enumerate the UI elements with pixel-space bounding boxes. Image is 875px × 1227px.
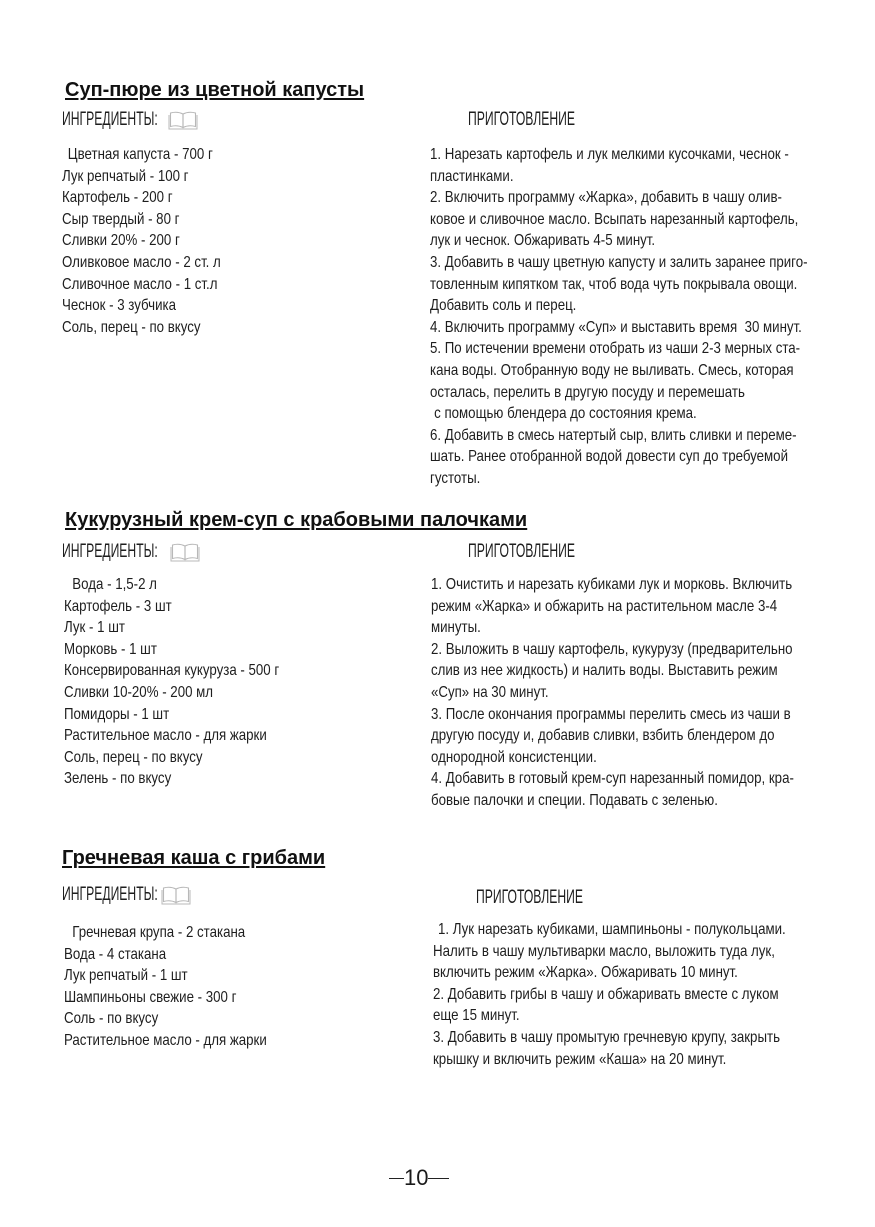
preparation-line: 2. Добавить грибы в чашу и обжаривать вместе с луком	[433, 985, 779, 1003]
open-book-icon	[168, 110, 198, 130]
ingredient-item: Зелень - по вкусу	[64, 770, 172, 788]
preparation-line: густоты.	[430, 469, 481, 487]
ingredients-list	[62, 144, 221, 338]
preparation-line: 4. Добавить в готовый крем-суп нарезанный помидор, кра-	[431, 770, 794, 788]
preparation-line: товленным кипятком так, чтоб вода чуть покрывала овощи.	[430, 275, 798, 293]
ingredient-item: Растительное масло - для жарки	[64, 1031, 267, 1049]
preparation-text	[433, 919, 786, 1070]
ingredient-item: Картофель - 3 шт	[64, 597, 172, 615]
ingredient-item: Сыр твердый - 80 г	[62, 210, 180, 228]
recipe-title: Гречневая каша с грибами	[62, 847, 326, 869]
preparation-line: однородной консистенции.	[431, 748, 597, 766]
preparation-line: другую посуду и, добавив сливки, взбить блендером до	[431, 727, 775, 745]
preparation-line: 1. Очистить и нарезать кубиками лук и морковь. Включить	[431, 576, 793, 593]
ingredients-label: ИНГРЕДИЕНТЫ:	[62, 109, 158, 130]
ingredient-item: Морковь - 1 шт	[64, 640, 157, 658]
ingredient-item: Лук - 1 шт	[64, 619, 125, 637]
preparation-label: ПРИГОТОВЛЕНИЕ	[468, 109, 575, 130]
ingredients-label: ИНГРЕДИЕНТЫ:	[62, 884, 158, 905]
ingredient-item: Шампиньоны свежие - 300 г	[64, 988, 237, 1006]
preparation-line: 3. Добавить в чашу цветную капусту и залить заранее приго-	[430, 253, 808, 271]
page-number-dash-left	[389, 1178, 404, 1179]
preparation-line: Налить в чашу мультиварки масло, выложить туда лук,	[433, 942, 775, 960]
preparation-text	[430, 144, 808, 490]
preparation-line: Добавить соль и перец.	[430, 297, 577, 315]
ingredient-item: Соль, перец - по вкусу	[62, 318, 201, 336]
ingredient-item: Растительное масло - для жарки	[64, 727, 267, 745]
ingredient-item: Лук репчатый - 1 шт	[64, 967, 188, 985]
ingredient-item: Соль, перец - по вкусу	[64, 748, 203, 766]
preparation-line: крышку и включить режим «Каша» на 20 минут.	[433, 1050, 727, 1068]
page-footer	[389, 1165, 449, 1191]
open-book-icon	[161, 885, 191, 905]
page-number-dash-right	[428, 1178, 449, 1179]
preparation-line: 3. Добавить в чашу промытую гречневую крупу, закрыть	[433, 1028, 780, 1046]
ingredient-item: Оливковое масло - 2 ст. л	[62, 253, 221, 271]
preparation-line: пластинками.	[430, 167, 514, 185]
preparation-text	[431, 574, 794, 812]
preparation-line: включить режим «Жарка». Обжаривать 10 минут.	[433, 964, 738, 982]
ingredient-item: Лук репчатый - 100 г	[62, 167, 189, 185]
ingredient-item: Консервированная кукуруза - 500 г	[64, 662, 280, 680]
recipe-title: Суп-пюре из цветной капусты	[65, 79, 365, 101]
preparation-line: бовые палочки и специи. Подавать с зеленью.	[431, 791, 718, 809]
preparation-line: кана воды. Отобранную воду не выливать. Смесь, которая	[430, 361, 794, 379]
preparation-line: 3. После окончания программы перелить смесь из чаши в	[431, 705, 791, 723]
preparation-line: осталась, перелить в другую посуду и перемешать	[430, 383, 745, 401]
open-book-icon	[170, 542, 200, 562]
ingredient-item: Чеснок - 3 зубчика	[62, 297, 177, 315]
ingredients-list	[64, 574, 279, 790]
ingredient-item: Сливки 10-20% - 200 мл	[64, 683, 214, 701]
preparation-line: 2. Выложить в чашу картофель, кукурузу (предварительно	[431, 640, 793, 658]
preparation-line: 5. По истечении времени отобрать из чаши 2-3 мерных ста-	[430, 340, 801, 358]
ingredient-item: Сливки 20% - 200 г	[62, 232, 180, 250]
ingredient-item: Цветная капуста - 700 г	[67, 146, 213, 163]
ingredients-label: ИНГРЕДИЕНТЫ:	[62, 541, 158, 562]
preparation-line: с помощью блендера до состояния крема.	[434, 405, 697, 423]
preparation-line: 4. Включить программу «Суп» и выставить время 30 минут.	[430, 318, 802, 336]
preparation-line: шать. Ранее отобранной водой довести суп до требуемой	[430, 448, 788, 466]
preparation-line: еще 15 минут.	[433, 1007, 520, 1025]
ingredient-item: Вода - 4 стакана	[64, 945, 167, 963]
ingredient-item: Картофель - 200 г	[62, 189, 173, 207]
ingredient-item: Соль - по вкусу	[64, 1010, 159, 1028]
ingredient-item: Сливочное масло - 1 ст.л	[62, 275, 218, 293]
preparation-label: ПРИГОТОВЛЕНИЕ	[468, 541, 575, 562]
preparation-line: лук и чеснок. Обжаривать 4-5 минут.	[430, 232, 656, 250]
ingredients-list	[64, 922, 267, 1052]
ingredient-item: Гречневая крупа - 2 стакана	[72, 924, 246, 941]
preparation-label: ПРИГОТОВЛЕНИЕ	[476, 887, 583, 908]
ingredient-item: Помидоры - 1 шт	[64, 705, 170, 723]
page-number: 10	[404, 1165, 429, 1190]
preparation-line: 2. Включить программу «Жарка», добавить в чашу олив-	[430, 189, 782, 207]
preparation-line: ковое и сливочное масло. Всыпать нарезанный картофель,	[430, 210, 799, 228]
preparation-line: слив из нее жидкость) и налить воды. Выставить режим	[431, 662, 778, 680]
preparation-line: минуты.	[431, 619, 481, 637]
preparation-line: 6. Добавить в смесь натертый сыр, влить сливки и переме-	[430, 426, 797, 444]
preparation-line: режим «Жарка» и обжарить на растительном масле 3-4	[431, 597, 778, 615]
preparation-line: 1. Нарезать картофель и лук мелкими кусочками, чеснок -	[430, 146, 789, 163]
recipe-title: Кукурузный крем-суп с крабовыми палочками	[65, 509, 528, 531]
preparation-line: «Суп» на 30 минут.	[431, 683, 549, 701]
ingredient-item: Вода - 1,5-2 л	[72, 576, 157, 593]
preparation-line: 1. Лук нарезать кубиками, шампиньоны - полукольцами.	[437, 921, 786, 938]
